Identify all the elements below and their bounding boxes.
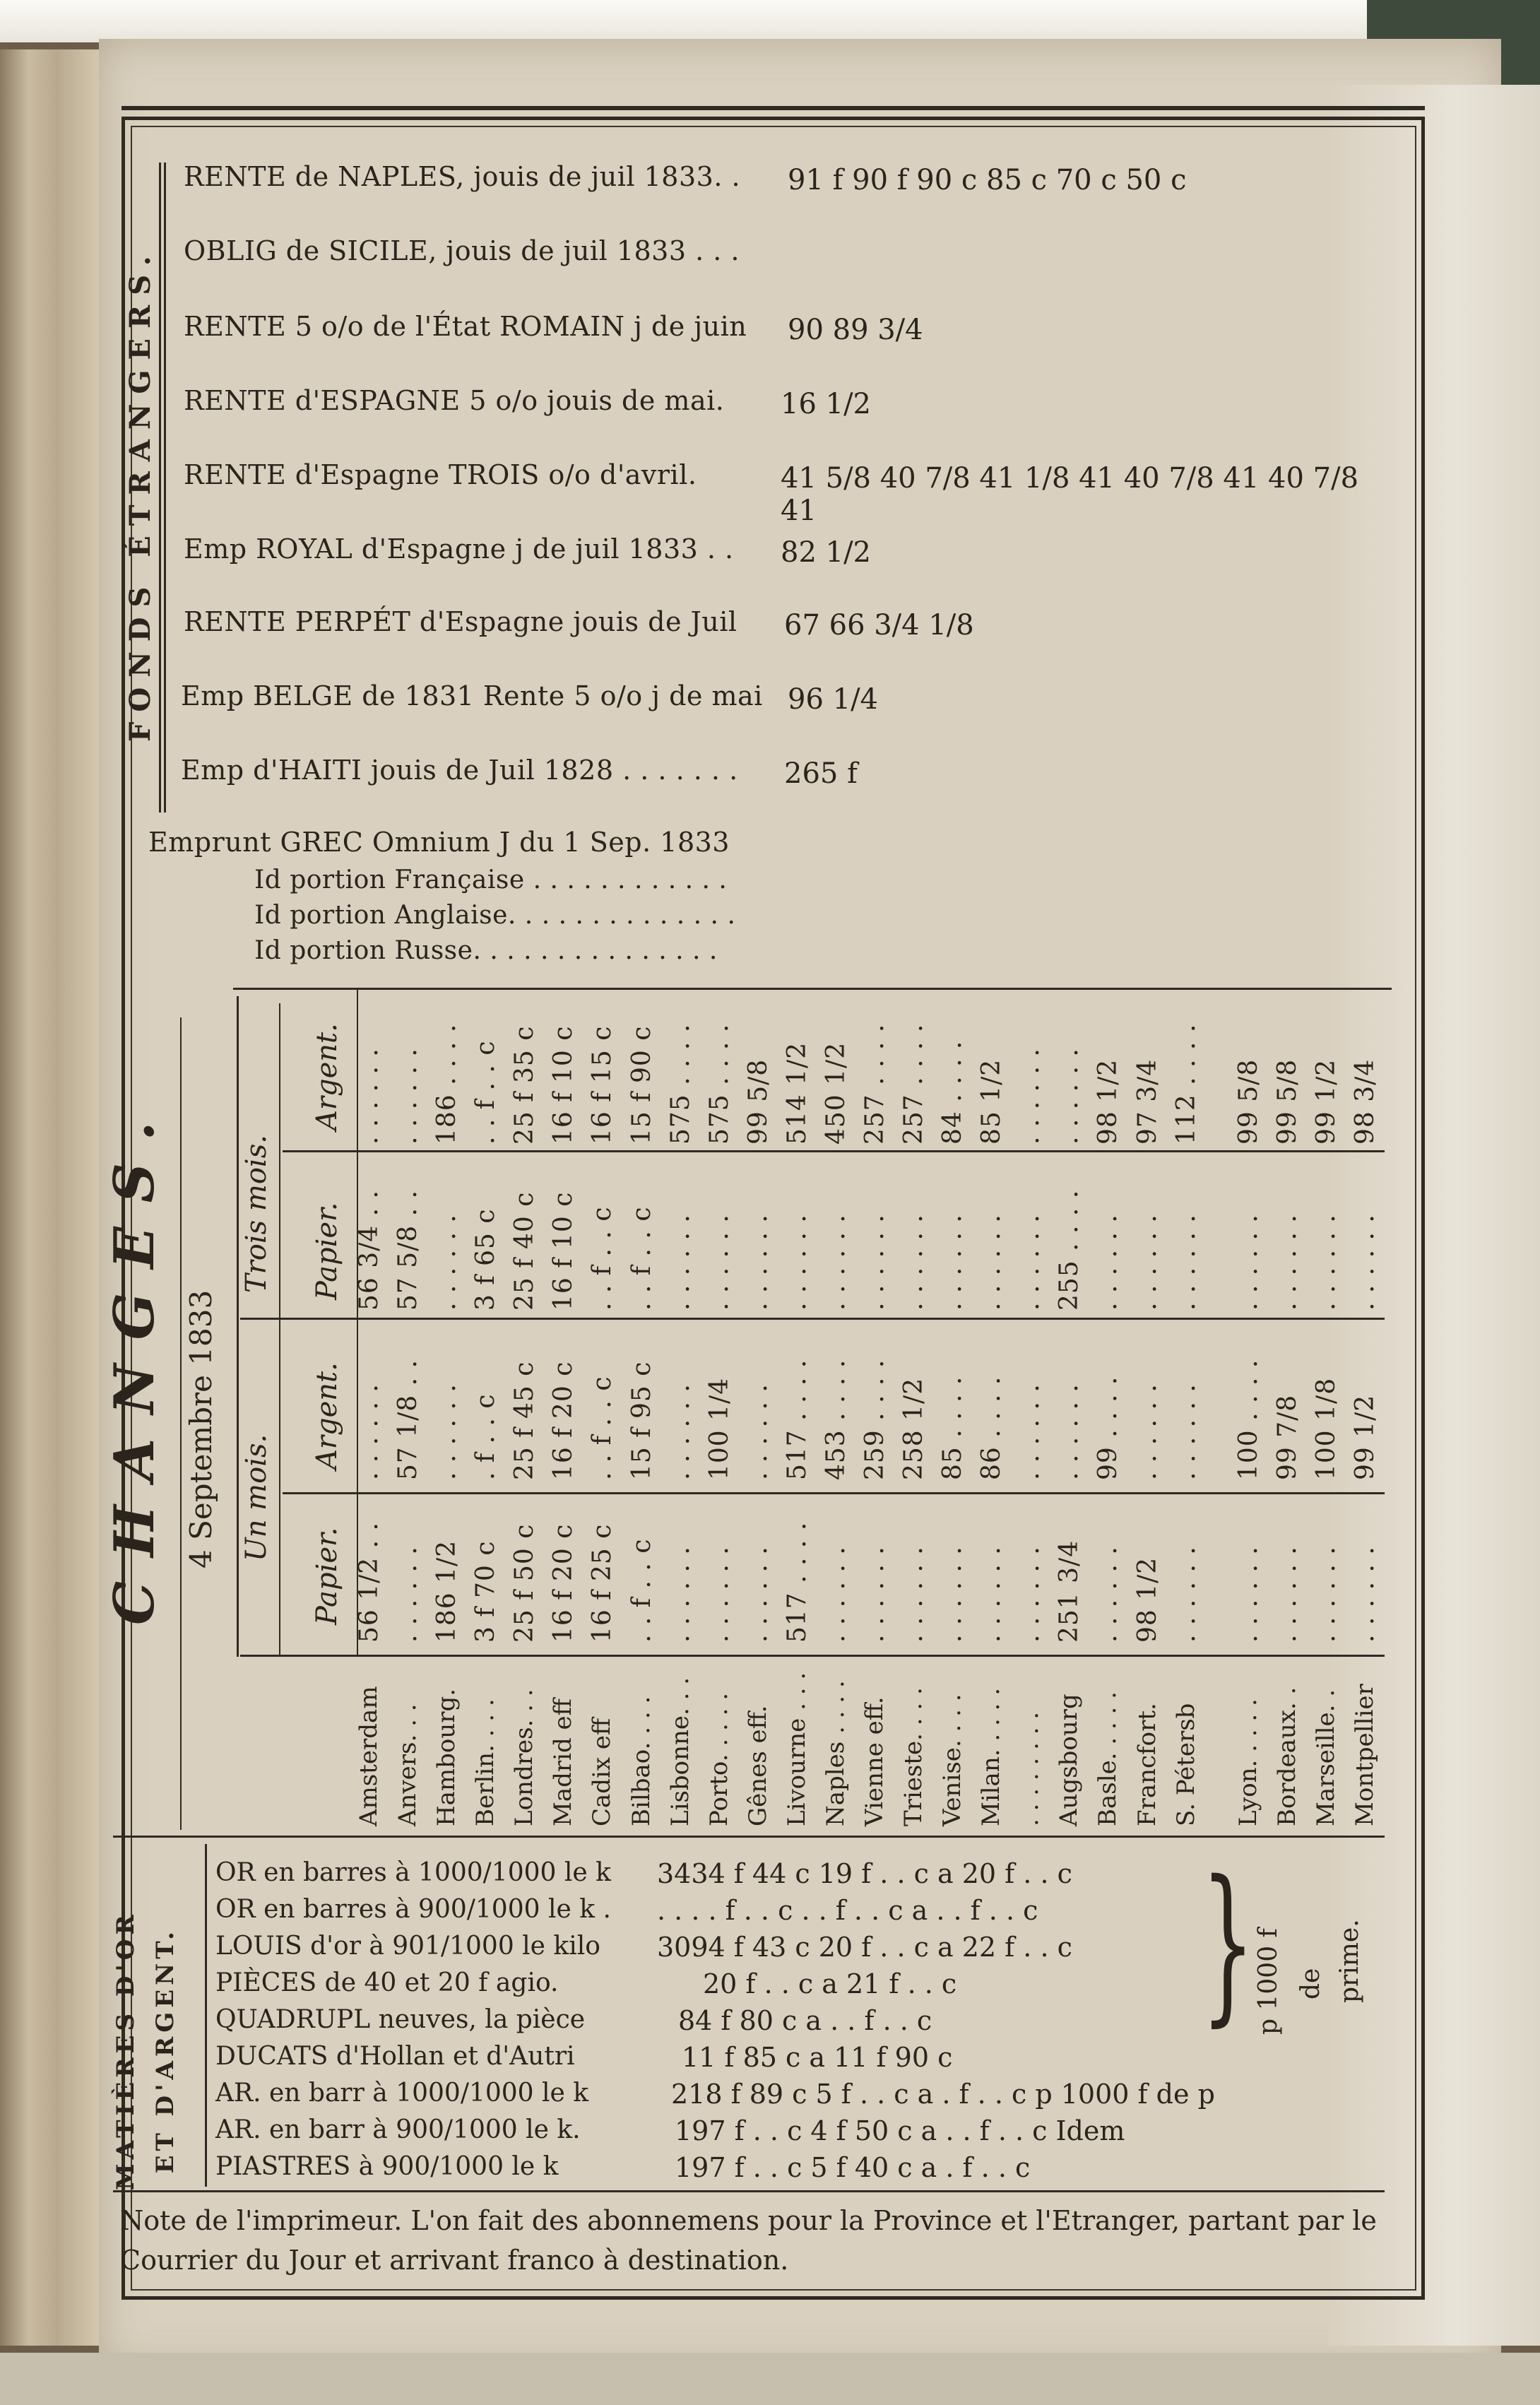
tm-argent-cell: 112 . . . . (1171, 1023, 1201, 1145)
changes-row-rule (283, 1150, 1385, 1152)
fe-values: 16 1/2 (781, 388, 871, 420)
um-papier-cell: . . . . . . (1272, 1546, 1302, 1643)
city-label: Lyon. . . . . (1233, 1698, 1262, 1826)
tm-papier-cell: . . . . . . (743, 1214, 773, 1311)
um-papier-cell: 16 f 25 c (588, 1523, 617, 1643)
met-values: . . . . f . . c . . f . . c a . . f . . c (657, 1895, 1038, 1926)
fonds-divider (159, 162, 161, 812)
city-label: Hambourg. (432, 1688, 461, 1826)
fe-name: RENTE PERPÉT d'Espagne jouis de Juil (184, 606, 738, 637)
um-argent-cell: 57 1/8 . . (393, 1359, 423, 1480)
met-values: 20 f . . c a 21 f . . c (703, 1968, 957, 1999)
fe-name: RENTE d'Espagne TROIS o/o d'avril. (184, 459, 697, 490)
city-label: Naples . . . . (821, 1680, 850, 1826)
tm-papier-cell: . . . . . . (977, 1214, 1007, 1311)
emprunt-grec-title: Emprunt GREC Omnium J du 1 Sep. 1833 (148, 827, 730, 858)
city-label: Madrid eff (549, 1698, 578, 1826)
tm-argent-cell: 450 1/2 (821, 1041, 851, 1145)
city-label: Anvers. . . (393, 1703, 422, 1826)
top-margin (0, 0, 1540, 42)
city-label: Berlin. . . . (471, 1698, 500, 1826)
tm-papier-cell: 3 f 65 c (471, 1208, 501, 1311)
um-argent-cell: 15 f 95 c (627, 1361, 656, 1480)
met-name: DUCATS d'Hollan et d'Autri (215, 2042, 575, 2071)
bottom-margin (0, 2353, 1540, 2405)
tm-argent-cell: 85 1/2 (977, 1058, 1007, 1145)
um-papier-cell: . . . . . . (1351, 1546, 1380, 1643)
header-um-papier: Papier. (311, 1527, 343, 1625)
header-um-argent: Argent. (311, 1362, 343, 1470)
tm-papier-cell: 57 5/8 . . (393, 1190, 423, 1311)
city-label: S. Pétersb (1171, 1703, 1200, 1826)
met-name: AR. en barr à 900/1000 le k. (215, 2115, 581, 2144)
um-argent-cell: . . . . . . (743, 1383, 773, 1480)
um-papier-cell: . . . . . . (1016, 1546, 1046, 1643)
um-papier-cell: 98 1/2 (1132, 1556, 1162, 1643)
fe-name: RENTE 5 o/o de l'État ROMAIN j de juin (184, 311, 747, 342)
prime-label-1: p 1000 f (1254, 1928, 1283, 2035)
fe-name: Emp d'HAITI jouis de Juil 1828 . . . . . . . (181, 755, 738, 786)
matieres-label-line1: MATIÈRES D'OR (112, 1910, 140, 2190)
um-papier-cell: 517 . . . . (782, 1521, 812, 1643)
header-tm-argent: Argent. (311, 1023, 343, 1130)
tm-papier-cell: . . . . . . (860, 1214, 890, 1311)
tm-argent-cell: . . . . . . (1016, 1048, 1046, 1145)
um-papier-cell: . . . . . . (860, 1546, 890, 1643)
city-label: . . . . . . . . (1016, 1711, 1045, 1826)
tm-papier-cell: 16 f 10 c (549, 1191, 579, 1311)
emprunt-grec-line: Id portion Anglaise. . . . . . . . . . . . . . (254, 901, 736, 930)
um-papier-cell: . . f . . c (627, 1538, 656, 1643)
um-papier-cell: . . . . . . (743, 1546, 773, 1643)
tm-papier-cell: . . . . . . (432, 1214, 462, 1311)
met-values: 197 f . . c 5 f 40 c a . f . . c (675, 2152, 1031, 2183)
um-argent-cell: . . . . . . (355, 1383, 384, 1480)
tm-argent-cell: 257 . . . . (899, 1023, 929, 1145)
met-name: OR en barres à 1000/1000 le k (215, 1858, 611, 1887)
um-argent-cell: 453 . . . . (821, 1359, 851, 1480)
tm-papier-cell: . . . . . . (704, 1214, 734, 1311)
city-label: Milan. . . . . (977, 1688, 1006, 1826)
um-argent-cell: 16 f 20 c (549, 1361, 579, 1480)
city-label: Amsterdam (355, 1686, 383, 1826)
fe-values: 90 89 3/4 (788, 314, 923, 346)
tm-argent-cell: . . . . . . (393, 1048, 423, 1145)
city-label: Montpellier (1351, 1684, 1379, 1826)
um-argent-cell: 85 . . . . (938, 1376, 968, 1480)
city-label: Lisbonne. . . (665, 1677, 694, 1826)
um-argent-cell: 99 7/8 (1272, 1394, 1302, 1480)
city-label: Vienne eff. (860, 1696, 889, 1826)
matieres-divider (205, 1844, 207, 2187)
tm-papier-cell: . . . . . . (665, 1214, 695, 1311)
changes-date: 4 Septembre 1833 (184, 1289, 218, 1568)
met-values: 84 f 80 c a . . f . . c (678, 2005, 932, 2036)
changes-group-divider (237, 996, 239, 1657)
tm-argent-cell: 16 f 15 c (588, 1025, 617, 1145)
um-papier-cell: . . . . . . (1233, 1546, 1263, 1643)
tm-papier-cell: . . . . . . (782, 1214, 812, 1311)
um-argent-cell: . . . . . . (1055, 1383, 1084, 1480)
um-argent-cell: 25 f 45 c (510, 1361, 540, 1480)
city-label: Londres. . . (510, 1689, 539, 1826)
header-tm-papier: Papier. (311, 1202, 343, 1300)
emprunt-grec-line: Id portion Française . . . . . . . . . . . . (254, 865, 728, 894)
tm-papier-cell: . . f . . c (627, 1206, 656, 1311)
changes-bottom-rule (240, 1655, 1385, 1657)
changes-top-rule (233, 988, 1392, 990)
tm-argent-cell: . . . . . . (355, 1048, 384, 1145)
met-values: 197 f . . c 4 f 50 c a . . f . . c Idem (675, 2115, 1125, 2146)
um-argent-cell: . . . . . . (1132, 1383, 1162, 1480)
fe-values: 265 f (784, 757, 858, 790)
um-argent-cell: . . . . . . (432, 1383, 462, 1480)
tm-papier-cell: . . f . . c (588, 1206, 617, 1311)
tm-papier-cell: 255 . . . . (1055, 1189, 1084, 1311)
fe-values-wrap: 41 (781, 495, 817, 527)
um-argent-cell: 258 1/2 (899, 1377, 929, 1480)
um-argent-cell: 99 . . . . (1094, 1376, 1123, 1480)
fe-values: 41 5/8 40 7/8 41 1/8 41 40 7/8 41 40 7/8 (781, 462, 1359, 495)
header-trois-mois: Trois mois. (240, 1135, 273, 1293)
tm-argent-cell: 15 f 90 c (627, 1025, 656, 1145)
tm-papier-cell: . . . . . . (938, 1214, 968, 1311)
fe-name: RENTE d'ESPAGNE 5 o/o jouis de mai. (184, 385, 725, 416)
tm-papier-cell: . . . . . . (1132, 1214, 1162, 1311)
met-name: AR. en barr à 1000/1000 le k (215, 2079, 589, 2108)
met-name: OR en barres à 900/1000 le k . (215, 1895, 611, 1924)
um-argent-cell: 86 . . . . (977, 1376, 1007, 1480)
header-un-mois: Un mois. (240, 1434, 273, 1561)
tm-argent-cell: 186 . . . . (432, 1023, 462, 1145)
city-label: Marseille. . (1311, 1689, 1340, 1826)
tm-argent-cell: 257 . . . . (860, 1023, 890, 1145)
tm-papier-cell: . . . . . . (1272, 1214, 1302, 1311)
city-label: Venise. . . . (938, 1694, 967, 1826)
um-papier-cell: 25 f 50 c (510, 1523, 540, 1643)
city-label: Trieste. . . . (899, 1687, 928, 1826)
um-papier-cell: . . . . . . (1311, 1546, 1341, 1643)
um-argent-cell: 100 1/4 (704, 1377, 734, 1480)
changes-label-divider (180, 1017, 182, 1830)
fe-name: RENTE de NAPLES, jouis de juil 1833. . (184, 161, 741, 192)
um-argent-cell: 99 1/2 (1351, 1394, 1380, 1480)
tm-argent-cell: 99 5/8 (743, 1058, 773, 1145)
prime-brace: } (1201, 1844, 1255, 2042)
prime-label-3: prime. (1335, 1919, 1364, 2003)
met-values: 3434 f 44 c 19 f . . c a 20 f . . c (657, 1858, 1072, 1889)
tm-argent-cell: 99 1/2 (1311, 1058, 1341, 1145)
tm-papier-cell: 25 f 40 c (510, 1191, 540, 1311)
tm-papier-cell: 56 3/4 . . (355, 1190, 384, 1311)
um-papier-cell: . . . . . . (977, 1546, 1007, 1643)
printer-note: Note de l'imprimeur. L'on fait des abonnemens pour la Province et l'Etranger, partant par le Courrier du Jour et arrivant franco à destination. (120, 2205, 1377, 2276)
city-label: Augsbourg (1055, 1694, 1084, 1826)
fe-name: Emp BELGE de 1831 Rente 5 o/o j de mai (181, 680, 763, 711)
fe-values: 91 f 90 f 90 c 85 c 70 c 50 c (788, 164, 1187, 196)
met-values: 218 f 89 c 5 f . . c a . f . . c p 1000 f de p (671, 2079, 1215, 2110)
city-label: Bilbao. . . . (627, 1696, 656, 1826)
um-argent-cell: . . . . . . (1171, 1383, 1201, 1480)
tm-argent-cell: 16 f 10 c (549, 1025, 579, 1145)
tm-argent-cell: . . . . . . (1055, 1048, 1084, 1145)
city-label: Francfort. (1132, 1703, 1161, 1826)
um-papier-cell: 16 f 20 c (549, 1523, 579, 1643)
met-name: LOUIS d'or à 901/1000 le kilo (215, 1932, 600, 1961)
matieres-top-rule (113, 1836, 1385, 1838)
um-papier-cell: . . . . . . (393, 1546, 423, 1643)
tm-papier-cell: . . . . . . (899, 1214, 929, 1311)
fe-values: 82 1/2 (781, 536, 871, 569)
um-papier-cell: . . . . . . (1171, 1546, 1201, 1643)
changes-label: CHANGES. (102, 1097, 167, 1625)
um-argent-cell: 100 1/8 (1311, 1377, 1341, 1480)
met-name: QUADRUPL neuves, la pièce (215, 2005, 586, 2034)
tm-argent-cell: 97 3/4 (1132, 1058, 1162, 1145)
tm-papier-cell: . . . . . . (821, 1214, 851, 1311)
city-label: Gênes eff. (743, 1705, 772, 1826)
city-label: Bordeaux. . (1272, 1686, 1301, 1826)
tm-papier-cell: . . . . . . (1311, 1214, 1341, 1311)
um-argent-cell: . . . . . . (1016, 1383, 1046, 1480)
city-label: Porto. . . . . (704, 1692, 733, 1826)
tm-papier-cell: . . . . . . (1094, 1214, 1123, 1311)
fe-name: Emp ROYAL d'Espagne j de juil 1833 . . (184, 533, 734, 565)
note-rule (113, 2190, 1385, 2192)
met-values: 3094 f 43 c 20 f . . c a 22 f . . c (657, 1932, 1072, 1963)
met-values: 11 f 85 c a 11 f 90 c (682, 2042, 953, 2073)
um-argent-cell: 517 . . . . (782, 1359, 812, 1480)
um-papier-cell: . . . . . . (665, 1546, 695, 1643)
met-name: PIÈCES de 40 et 20 f agio. (215, 1968, 559, 1997)
tm-argent-cell: 575 . . . . (665, 1023, 695, 1145)
fe-values: 67 66 3/4 1/8 (784, 609, 974, 642)
um-argent-cell: . . . . . . (665, 1383, 695, 1480)
um-papier-cell: . . . . . . (899, 1546, 929, 1643)
tm-argent-cell: . . f . . c (471, 1040, 501, 1145)
um-papier-cell: . . . . . . (1094, 1546, 1123, 1643)
changes-row-rule (283, 1492, 1385, 1494)
city-label: Livourne . . . (782, 1672, 811, 1826)
um-papier-cell: 251 3/4 (1055, 1540, 1084, 1643)
fe-values: 96 1/4 (788, 683, 878, 716)
fe-name: OBLIG de SICILE, jouis de juil 1833 . . . (184, 235, 740, 266)
tm-argent-cell: 575 . . . . (704, 1023, 734, 1145)
um-papier-cell: . . . . . . (938, 1546, 968, 1643)
um-papier-cell: . . . . . . (821, 1546, 851, 1643)
um-argent-cell: 100 . . . . (1233, 1359, 1263, 1480)
tm-papier-cell: . . . . . . (1233, 1214, 1263, 1311)
tm-argent-cell: 84 . . . . (938, 1040, 968, 1145)
fonds-etrangers-label: FONDS ÉTRANGERS. (124, 246, 157, 742)
tm-argent-cell: 25 f 35 c (510, 1025, 540, 1145)
tm-argent-cell: 98 3/4 (1351, 1058, 1380, 1145)
matieres-label-line2: ET D'ARGENT. (151, 1927, 179, 2174)
prime-label-2: de (1296, 1968, 1325, 1999)
tm-papier-cell: . . . . . . (1016, 1214, 1046, 1311)
matieres-label (106, 1910, 185, 2190)
um-papier-cell: 56 1/2 . . (355, 1522, 384, 1643)
tm-argent-cell: 514 1/2 (782, 1041, 812, 1145)
met-name: PIASTRES à 900/1000 le k (215, 2152, 559, 2181)
um-argent-cell: 259 . . . . (860, 1359, 890, 1480)
um-argent-cell: . . f . . c (588, 1376, 617, 1480)
um-papier-cell: 186 1/2 (432, 1540, 462, 1643)
city-label: Cadix eff (588, 1718, 617, 1826)
tm-argent-cell: 99 5/8 (1233, 1058, 1263, 1145)
um-argent-cell: . f . . c (471, 1393, 501, 1480)
tm-argent-cell: 99 5/8 (1272, 1058, 1302, 1145)
top-rule (122, 106, 1425, 110)
changes-sub-divider (279, 1003, 280, 1657)
emprunt-grec-line: Id portion Russe. . . . . . . . . . . . . . . (254, 936, 718, 965)
city-label: Basle. . . . . (1094, 1691, 1123, 1826)
tm-papier-cell: . . . . . . (1351, 1214, 1380, 1311)
fonds-divider-2 (164, 162, 166, 812)
um-papier-cell: . . . . . . (704, 1546, 734, 1643)
um-papier-cell: 3 f 70 c (471, 1540, 501, 1643)
changes-row-rule (240, 1318, 1385, 1320)
tm-argent-cell: 98 1/2 (1094, 1058, 1123, 1145)
tm-papier-cell: . . . . . . (1171, 1214, 1201, 1311)
